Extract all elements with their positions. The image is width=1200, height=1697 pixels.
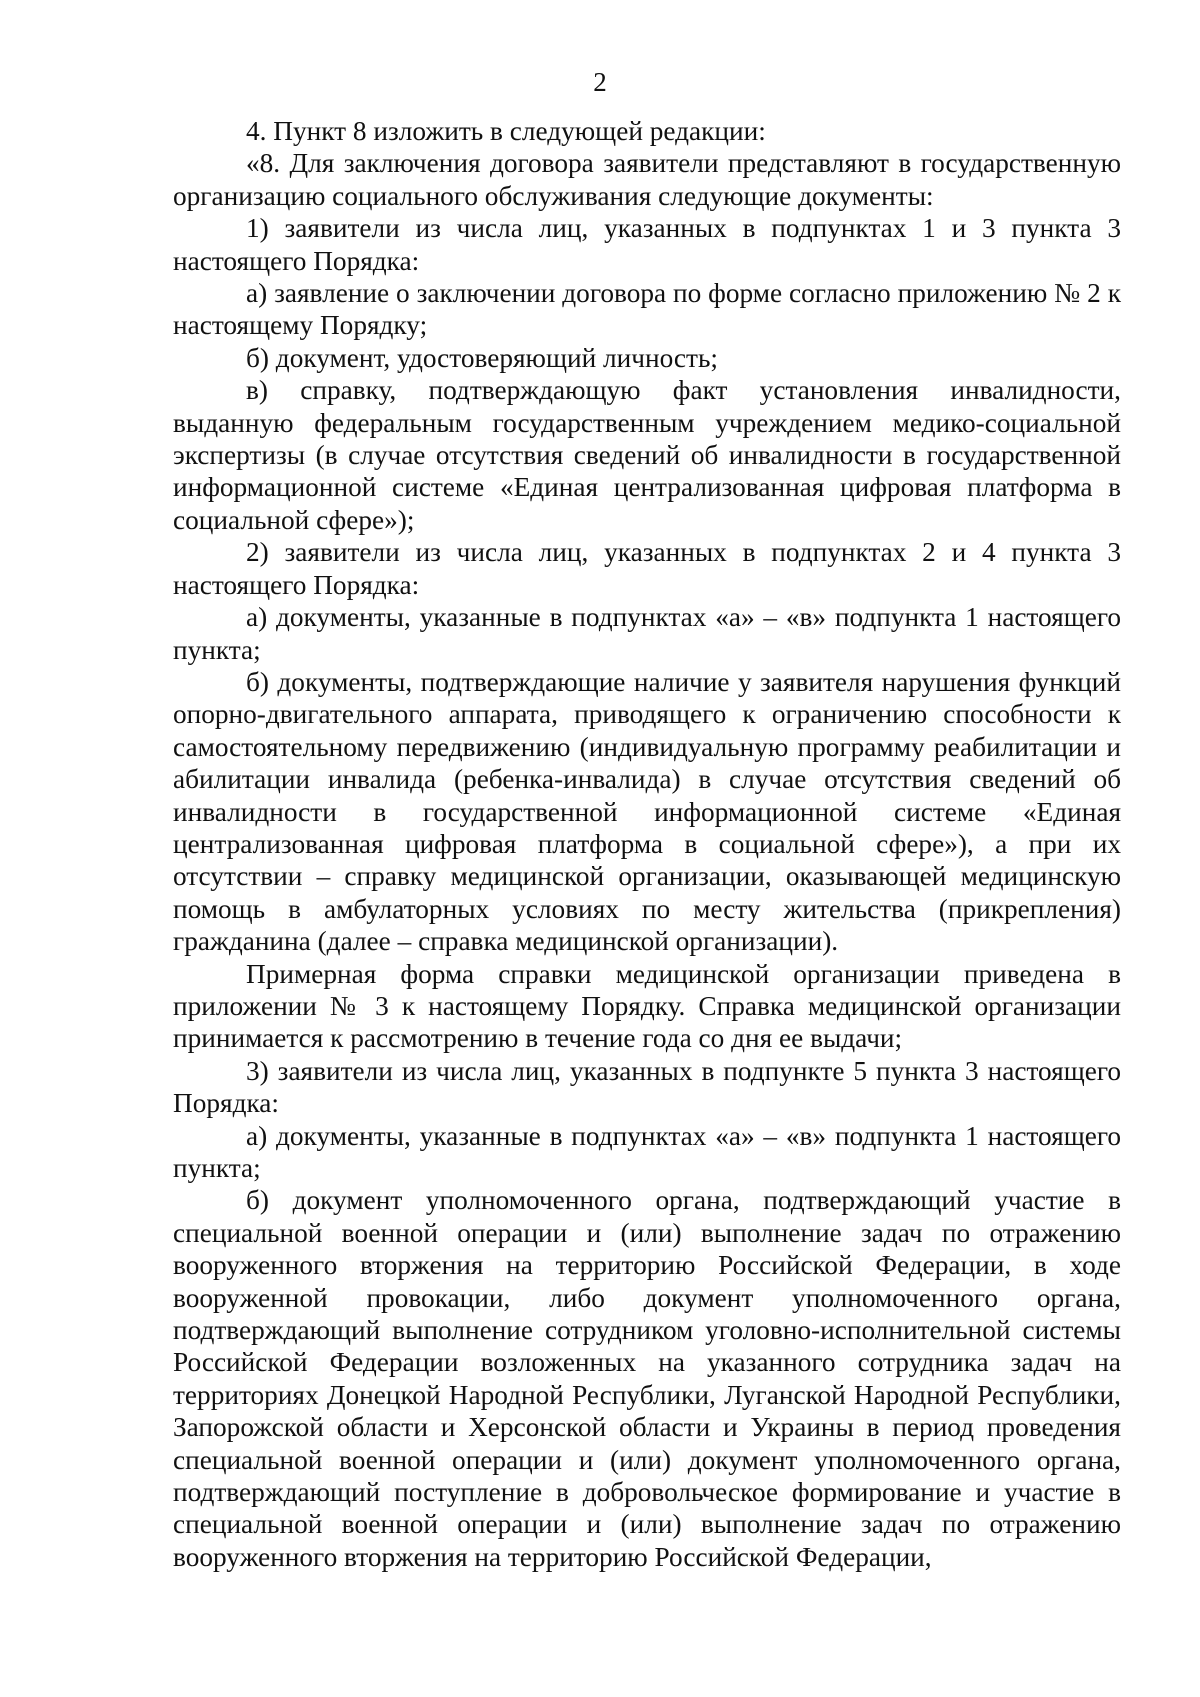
paragraph: а) документы, указанные в подпунктах «а» – «в» подпункта 1 настоящего пункта; xyxy=(173,1120,1121,1183)
paragraph: б) документ уполномоченного органа, подтверждающий участие в специальной военной операции и (или) выполнение задач по отражению вооруженного вторжения на территорию Российской Федерации, в ходе вооруженной провокации, либо документ уполномоченного органа, подтверждающий выполнение сотрудником уголовно-исполнительной системы Российской Федерации возложенных на указанного сотрудника задач на территориях Донецкой Народной Республики, Луганской Народной Республики, Запорожской области и Херсонской области и Украины в период проведения специальной военной операции и (или) документ уполномоченного органа, подтверждающий поступление в добровольческое формирование и участие в специальной военной операции и (или) выполнение задач по отражению вооруженного вторжения на территорию Российской Федерации, xyxy=(173,1185,1121,1572)
page-number: 2 xyxy=(593,67,607,97)
paragraph: 2) заявители из числа лиц, указанных в подпунктах 2 и 4 пункта 3 настоящего Порядка: xyxy=(173,537,1121,600)
paragraph: 4. Пункт 8 изложить в следующей редакции: xyxy=(246,116,766,146)
paragraph: в) справку, подтверждающую факт установления инвалидности, выданную федеральным государственным учреждением медико-социальной экспертизы (в случае отсутствия сведений об инвалидности в государственной информационной системе «Единая централизованная цифровая платформа в социальной сфере»); xyxy=(173,375,1121,535)
paragraph: а) заявление о заключении договора по форме согласно приложению № 2 к настоящему Порядку; xyxy=(173,278,1121,341)
paragraph: 1) заявители из числа лиц, указанных в подпунктах 1 и 3 пункта 3 настоящего Порядка: xyxy=(173,213,1121,276)
paragraph: б) документ, удостоверяющий личность; xyxy=(246,342,718,373)
paragraph: 3) заявители из числа лиц, указанных в подпункте 5 пункта 3 настоящего Порядка: xyxy=(173,1055,1121,1119)
paragraph: а) документы, указанные в подпунктах «а» – «в» подпункта 1 настоящего пункта; xyxy=(173,602,1121,665)
paragraph: «8. Для заключения договора заявители представляют в государственную организацию социального обслуживания следующие документы: xyxy=(173,148,1121,211)
paragraph: Примерная форма справки медицинской организации приведена в приложении № 3 к настоящему Порядку. Справка медицинской организации принимается к рассмотрению в течение года со дня ее выдачи; xyxy=(173,958,1121,1054)
document-body xyxy=(173,115,1121,1573)
paragraph: б) документы, подтверждающие наличие у заявителя нарушения функций опорно-двигательного аппарата, приводящего к ограничению способности к самостоятельному передвижению (индивидуальную программу реабилитации и абилитации инвалида (ребенка-инвалида) в случае отсутствия сведений об инвалидности в государственной информационной системе «Единая централизованная цифровая платформа в социальной сфере»), а при их отсутствии – справку медицинской организации, оказывающей медицинскую помощь в амбулаторных условиях по месту жительства (прикрепления) гражданина (далее – справка медицинской организации). xyxy=(173,666,1121,957)
